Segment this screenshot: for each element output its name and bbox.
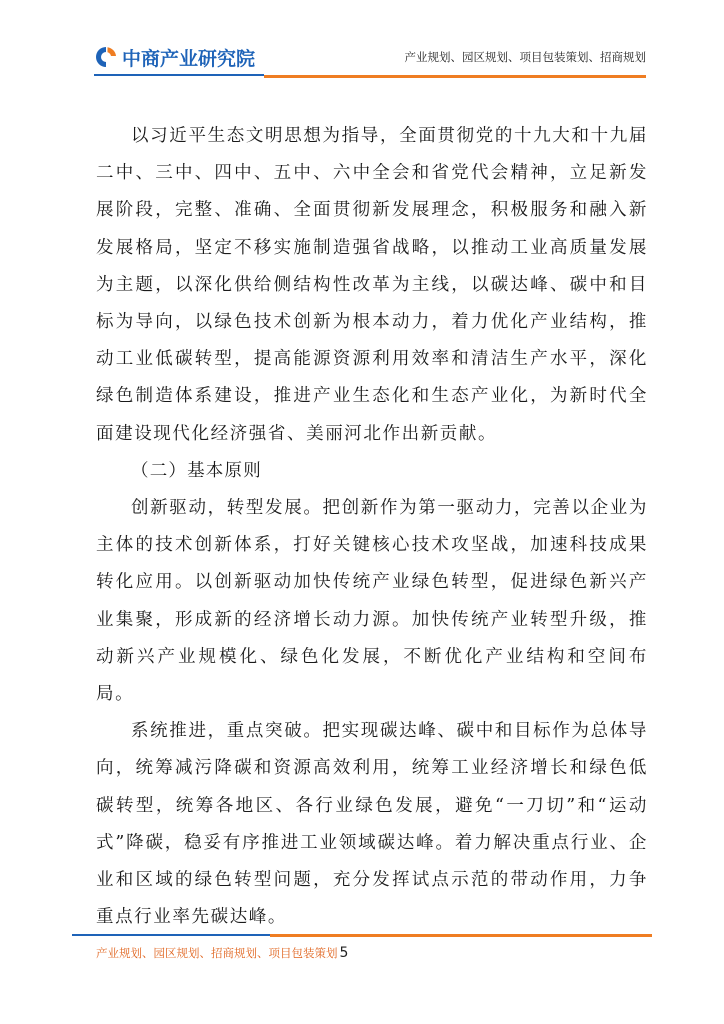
page-header bbox=[0, 0, 724, 82]
header-tagline: 产业规划、园区规划、项目包装策划、招商规划 bbox=[404, 50, 646, 64]
logo-mark-icon bbox=[94, 45, 118, 69]
paragraph-innovation-driven: 创新驱动，转型发展。把创新作为第一驱动力，完善以企业为主体的技术创新体系，打好关键核心技术攻坚战，加速科技成果转化应用。以创新驱动加快传统产业绿色转型，促进绿色新兴产业集聚，形成新的经济增长动力源。加快传统产业转型升级，推动新兴产业规模化、绿色化发展，不断优化产业结构和空间布局。 bbox=[96, 498, 648, 705]
page-body bbox=[96, 118, 648, 936]
page-number: 5 bbox=[339, 945, 349, 961]
footer-text: 产业规划、园区规划、招商规划、项目包装策划 bbox=[96, 946, 338, 960]
page-footer bbox=[96, 945, 348, 961]
section-heading-basic-principles: （二）基本原则 bbox=[131, 460, 262, 481]
header-rule-blue bbox=[94, 74, 264, 76]
logo-text: 中商产业研究院 bbox=[122, 47, 256, 70]
paragraph-systematic-advance: 系统推进，重点突破。把实现碳达峰、碳中和目标作为总体导向，统筹减污降碳和资源高效利用，统筹工业经济增长和绿色低碳转型，统筹各地区、各行业绿色发展，避免“一刀切”和“运动式”降碳，稳妥有序推进工业领域碳达峰。着力解决重点行业、企业和区域的绿色转型问题，充分发挥试点示范的带动作用，力争重点行业率先碳达峰。 bbox=[96, 721, 648, 928]
footer-rule-blue bbox=[72, 934, 270, 936]
header-rule-orange bbox=[264, 75, 646, 78]
paragraph-guiding-ideology: 以习近平生态文明思想为指导，全面贯彻党的十九大和十九届二中、三中、四中、五中、六中全会和省党代会精神，立足新发展阶段，完整、准确、全面贯彻新发展理念，积极服务和融入新发展格局，坚定不移实施制造强省战略，以推动工业高质量发展为主题，以深化供给侧结构性改革为主线，以碳达峰、碳中和目标为导向，以绿色技术创新为根本动力，着力优化产业结构，推动工业低碳转型，提高能源资源利用效率和清洁生产水平，深化绿色制造体系建设，推进产业生态化和生态产业化，为新时代全面建设现代化经济强省、美丽河北作出新贡献。 bbox=[96, 126, 648, 444]
footer-rule-orange bbox=[270, 934, 652, 937]
company-logo bbox=[94, 42, 255, 72]
